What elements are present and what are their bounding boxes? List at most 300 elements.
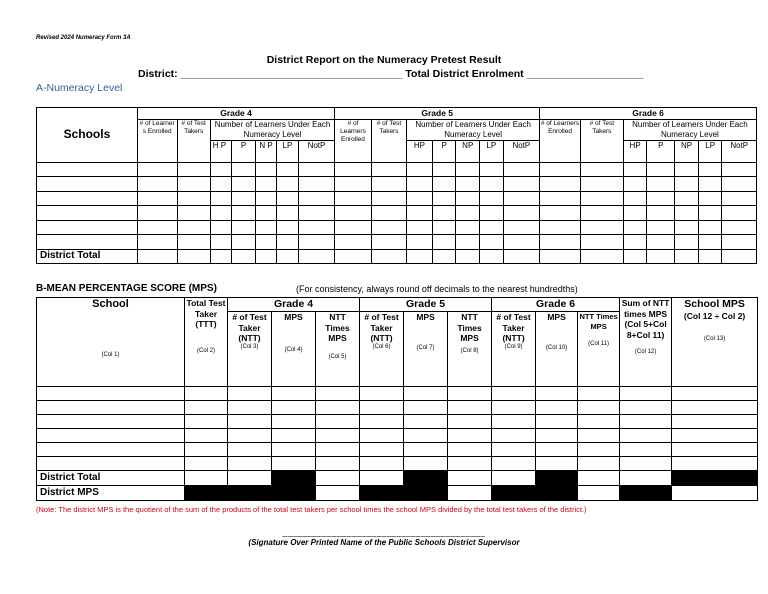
blacked-cell	[536, 486, 578, 501]
table-cell[interactable]	[37, 443, 185, 457]
table-cell[interactable]	[371, 191, 406, 206]
district-enrolment-line: District: ______________________________________ Total District Enrolment ____________________	[138, 68, 644, 80]
table-cell[interactable]	[578, 401, 620, 415]
table-cell[interactable]	[540, 249, 581, 263]
table-cell[interactable]	[672, 429, 758, 443]
table-cell[interactable]	[210, 177, 231, 192]
table-cell[interactable]	[623, 206, 647, 221]
g6-level-lp: LP	[698, 140, 722, 162]
table-cell[interactable]	[672, 387, 758, 401]
page-title: District Report on the Numeracy Pretest Result	[266, 54, 502, 66]
g6-level-np: NP	[675, 140, 699, 162]
table-cell[interactable]	[37, 429, 185, 443]
g4-takers-header: # of Test Takers	[177, 119, 210, 162]
table-cell[interactable]	[232, 220, 256, 235]
table-cell[interactable]	[255, 177, 276, 192]
table-cell[interactable]	[578, 471, 620, 486]
table-cell[interactable]	[360, 471, 404, 486]
table-cell[interactable]	[137, 249, 177, 263]
table-cell[interactable]	[672, 415, 758, 429]
table-cell[interactable]	[232, 177, 256, 192]
table-cell[interactable]	[540, 177, 581, 192]
table-cell[interactable]	[177, 249, 210, 263]
g5-level-notp: NotP	[503, 140, 540, 162]
table-cell[interactable]	[432, 206, 456, 221]
table-cell[interactable]	[578, 486, 620, 501]
district-total-label: District Total	[37, 249, 138, 263]
b-district-total-label: District Total	[37, 471, 185, 486]
table-cell[interactable]	[536, 457, 578, 471]
table-cell[interactable]	[448, 401, 492, 415]
table-cell[interactable]	[177, 206, 210, 221]
g6-enrolled-header: # of Learners Enrolled	[540, 119, 581, 162]
table-cell[interactable]	[492, 443, 536, 457]
school-mps-label: School MPS	[684, 298, 745, 310]
blacked-cell	[228, 486, 272, 501]
table-cell[interactable]	[228, 401, 272, 415]
table-cell[interactable]	[722, 177, 757, 192]
table-cell[interactable]	[536, 401, 578, 415]
table-cell[interactable]	[137, 206, 177, 221]
table-cell[interactable]	[647, 235, 675, 250]
table-cell[interactable]	[255, 162, 276, 177]
table-cell[interactable]	[137, 191, 177, 206]
table-cell[interactable]	[272, 415, 316, 429]
table-cell[interactable]	[177, 235, 210, 250]
table-cell[interactable]	[272, 443, 316, 457]
table-cell[interactable]	[620, 457, 672, 471]
table-cell[interactable]	[578, 415, 620, 429]
table-cell[interactable]	[722, 162, 757, 177]
table-cell[interactable]	[540, 206, 581, 221]
table-cell[interactable]	[335, 249, 371, 263]
table-cell[interactable]	[185, 457, 228, 471]
table-cell[interactable]	[298, 191, 335, 206]
g6-learners-under-header: Number of Learners Under Each Numeracy Level	[623, 119, 756, 140]
table-cell[interactable]	[492, 415, 536, 429]
table-cell[interactable]	[37, 206, 138, 221]
table-cell[interactable]	[492, 471, 536, 486]
table-cell[interactable]	[371, 162, 406, 177]
table-cell[interactable]	[675, 220, 699, 235]
table-cell[interactable]	[480, 162, 504, 177]
table-cell[interactable]	[335, 162, 371, 177]
g4-ntt-mps-header: NTT Times MPS (Col 5)	[316, 312, 360, 387]
table-cell[interactable]	[371, 220, 406, 235]
table-cell[interactable]	[210, 206, 231, 221]
table-cell[interactable]	[137, 177, 177, 192]
table-cell[interactable]	[623, 249, 647, 263]
table-cell[interactable]	[255, 191, 276, 206]
school-mps-header	[672, 298, 758, 387]
schools-header: Schools	[37, 108, 138, 163]
table-cell[interactable]	[623, 191, 647, 206]
mps-table	[36, 297, 758, 501]
table-cell[interactable]	[647, 191, 675, 206]
rounding-note: (For consistency, always round off decimals to the nearest hundredths)	[296, 284, 578, 294]
table-cell[interactable]	[675, 191, 699, 206]
table-cell[interactable]	[360, 387, 404, 401]
table-cell[interactable]	[647, 220, 675, 235]
table-cell[interactable]	[404, 415, 448, 429]
table-cell[interactable]	[698, 162, 722, 177]
table-cell[interactable]	[456, 162, 480, 177]
table-cell[interactable]	[698, 177, 722, 192]
signature-caption: (Signature Over Printed Name of the Public Schools District Supervisor	[248, 538, 520, 547]
table-cell[interactable]	[407, 235, 433, 250]
table-cell[interactable]	[620, 429, 672, 443]
table-cell[interactable]	[672, 457, 758, 471]
table-cell[interactable]	[210, 191, 231, 206]
table-cell[interactable]	[316, 387, 360, 401]
table-cell[interactable]	[185, 471, 228, 486]
col-12-label: (Col 12)	[634, 348, 657, 355]
table-cell[interactable]	[298, 162, 335, 177]
table-cell[interactable]	[503, 249, 540, 263]
table-cell[interactable]	[536, 387, 578, 401]
table-cell[interactable]	[371, 249, 406, 263]
table-cell[interactable]	[137, 220, 177, 235]
table-cell[interactable]	[360, 457, 404, 471]
table-cell[interactable]	[580, 177, 623, 192]
table-cell[interactable]	[456, 191, 480, 206]
table-cell[interactable]	[675, 206, 699, 221]
table-cell[interactable]	[492, 387, 536, 401]
table-cell[interactable]	[255, 206, 276, 221]
table-cell[interactable]	[432, 177, 456, 192]
table-cell[interactable]	[536, 443, 578, 457]
table-cell[interactable]	[137, 235, 177, 250]
table-cell[interactable]	[37, 387, 185, 401]
table-cell[interactable]	[448, 429, 492, 443]
table-cell[interactable]	[360, 415, 404, 429]
table-cell[interactable]	[298, 249, 335, 263]
table-cell[interactable]	[492, 457, 536, 471]
table-cell[interactable]	[316, 401, 360, 415]
table-cell[interactable]	[620, 387, 672, 401]
table-cell[interactable]	[503, 206, 540, 221]
table-cell[interactable]	[316, 457, 360, 471]
table-cell[interactable]	[277, 191, 298, 206]
blacked-cell	[620, 486, 672, 501]
table-cell[interactable]	[623, 235, 647, 250]
table-cell[interactable]	[371, 177, 406, 192]
table-cell[interactable]	[698, 235, 722, 250]
table-cell[interactable]	[407, 162, 433, 177]
table-row	[37, 162, 757, 177]
table-cell[interactable]	[503, 191, 540, 206]
table-cell[interactable]	[480, 177, 504, 192]
table-cell[interactable]	[210, 235, 231, 250]
table-cell[interactable]	[432, 220, 456, 235]
blacked-cell	[672, 471, 758, 486]
table-cell[interactable]	[298, 177, 335, 192]
table-cell[interactable]	[360, 401, 404, 415]
table-cell[interactable]	[675, 235, 699, 250]
table-cell[interactable]	[578, 443, 620, 457]
table-cell[interactable]	[277, 235, 298, 250]
b-grade-4-header: Grade 4	[228, 298, 360, 312]
table-cell[interactable]	[448, 443, 492, 457]
g6-takers-header: # of Test Takers	[580, 119, 623, 162]
table-cell[interactable]	[335, 177, 371, 192]
table-cell[interactable]	[228, 457, 272, 471]
table-cell[interactable]	[540, 220, 581, 235]
table-cell[interactable]	[404, 387, 448, 401]
table-cell[interactable]	[536, 415, 578, 429]
table-cell[interactable]	[407, 220, 433, 235]
g5-ntt-header: # of Test Taker (NTT) (Col 6)	[360, 312, 404, 387]
table-cell[interactable]	[404, 443, 448, 457]
table-cell[interactable]	[432, 235, 456, 250]
table-cell[interactable]	[272, 401, 316, 415]
table-cell[interactable]	[698, 249, 722, 263]
table-cell[interactable]	[722, 191, 757, 206]
table-cell[interactable]	[316, 429, 360, 443]
table-cell[interactable]	[675, 249, 699, 263]
table-cell[interactable]	[272, 429, 316, 443]
table-cell[interactable]	[272, 387, 316, 401]
table-cell[interactable]	[675, 162, 699, 177]
table-cell[interactable]	[578, 387, 620, 401]
table-cell[interactable]	[623, 177, 647, 192]
table-cell[interactable]	[335, 206, 371, 221]
table-cell[interactable]	[623, 220, 647, 235]
table-cell[interactable]	[177, 191, 210, 206]
table-cell[interactable]	[37, 401, 185, 415]
table-cell[interactable]	[432, 249, 456, 263]
blacked-cell	[272, 471, 316, 486]
table-cell[interactable]	[620, 443, 672, 457]
table-cell[interactable]	[620, 471, 672, 486]
table-cell[interactable]	[185, 443, 228, 457]
g6-level-hp: HP	[623, 140, 647, 162]
table-cell[interactable]	[177, 162, 210, 177]
numeracy-level-table	[36, 107, 757, 264]
table-cell[interactable]	[37, 457, 185, 471]
table-row	[37, 443, 758, 457]
table-cell[interactable]	[277, 177, 298, 192]
table-cell[interactable]	[580, 191, 623, 206]
table-cell[interactable]	[272, 457, 316, 471]
g4-enrolled-header: # of Learner s Enrolled	[137, 119, 177, 162]
table-cell[interactable]	[228, 443, 272, 457]
table-cell[interactable]	[492, 429, 536, 443]
table-row	[37, 206, 757, 221]
table-cell[interactable]	[37, 235, 138, 250]
table-cell[interactable]	[448, 457, 492, 471]
g5-level-p: P	[432, 140, 456, 162]
table-cell[interactable]	[456, 249, 480, 263]
table-cell[interactable]	[480, 235, 504, 250]
table-cell[interactable]	[360, 443, 404, 457]
table-cell[interactable]	[647, 162, 675, 177]
blacked-cell	[404, 486, 448, 501]
table-cell[interactable]	[672, 443, 758, 457]
g4-level-notp: NotP	[298, 140, 335, 162]
table-cell[interactable]	[620, 415, 672, 429]
table-cell[interactable]	[540, 162, 581, 177]
table-cell[interactable]	[503, 162, 540, 177]
school-header	[37, 298, 185, 387]
table-cell[interactable]	[232, 235, 256, 250]
g6-mps-header: MPS (Col 10)	[536, 312, 578, 387]
table-cell[interactable]	[672, 486, 758, 501]
table-cell[interactable]	[580, 162, 623, 177]
table-cell[interactable]	[255, 220, 276, 235]
table-cell[interactable]	[316, 443, 360, 457]
table-cell[interactable]	[448, 471, 492, 486]
table-cell[interactable]	[277, 206, 298, 221]
table-cell[interactable]	[404, 401, 448, 415]
g4-ntt-header: # of Test Taker (NTT) (Col 3)	[228, 312, 272, 387]
table-cell[interactable]	[228, 429, 272, 443]
table-cell[interactable]	[480, 249, 504, 263]
table-cell[interactable]	[722, 206, 757, 221]
ttt-label: Total Test Taker (TTT)	[186, 298, 226, 330]
table-cell[interactable]	[232, 249, 256, 263]
blacked-cell	[185, 486, 228, 501]
g4-mps-header: MPS (Col 4)	[272, 312, 316, 387]
table-cell[interactable]	[536, 429, 578, 443]
table-cell[interactable]	[580, 249, 623, 263]
table-cell[interactable]	[407, 177, 433, 192]
table-cell[interactable]	[360, 429, 404, 443]
table-cell[interactable]	[335, 191, 371, 206]
table-cell[interactable]	[647, 177, 675, 192]
table-cell[interactable]	[335, 235, 371, 250]
table-cell[interactable]	[722, 249, 757, 263]
table-cell[interactable]	[432, 191, 456, 206]
table-cell[interactable]	[371, 206, 406, 221]
table-cell[interactable]	[580, 220, 623, 235]
table-cell[interactable]	[722, 235, 757, 250]
table-cell[interactable]	[675, 177, 699, 192]
table-cell[interactable]	[137, 162, 177, 177]
table-cell[interactable]	[456, 235, 480, 250]
table-cell[interactable]	[185, 387, 228, 401]
table-cell[interactable]	[404, 457, 448, 471]
g5-enrolled-header: # of Learners Enrolled	[335, 119, 371, 162]
table-cell[interactable]	[432, 162, 456, 177]
table-cell[interactable]	[503, 220, 540, 235]
table-cell[interactable]	[232, 162, 256, 177]
table-cell[interactable]	[503, 235, 540, 250]
table-row	[37, 220, 757, 235]
table-cell[interactable]	[298, 206, 335, 221]
table-cell[interactable]	[228, 415, 272, 429]
table-cell[interactable]	[647, 206, 675, 221]
g5-level-np: NP	[456, 140, 480, 162]
grade-4-header: Grade 4	[137, 108, 334, 120]
table-cell[interactable]	[580, 235, 623, 250]
table-cell[interactable]	[404, 429, 448, 443]
table-cell[interactable]	[620, 401, 672, 415]
table-row	[37, 177, 757, 192]
table-cell[interactable]	[185, 429, 228, 443]
table-cell[interactable]	[698, 206, 722, 221]
table-cell[interactable]	[578, 429, 620, 443]
table-cell[interactable]	[480, 191, 504, 206]
table-cell[interactable]	[37, 162, 138, 177]
col-13-label: (Col 13)	[703, 335, 726, 342]
table-cell[interactable]	[456, 220, 480, 235]
table-cell[interactable]	[623, 162, 647, 177]
section-b-heading: B-MEAN PERCENTAGE SCORE (MPS)	[36, 283, 217, 294]
table-cell[interactable]	[672, 401, 758, 415]
table-cell[interactable]	[37, 177, 138, 192]
table-cell[interactable]	[277, 162, 298, 177]
table-cell[interactable]	[335, 220, 371, 235]
grade-6-header: Grade 6	[540, 108, 757, 120]
table-cell[interactable]	[277, 249, 298, 263]
table-cell[interactable]	[298, 220, 335, 235]
table-cell[interactable]	[277, 220, 298, 235]
table-cell[interactable]	[37, 191, 138, 206]
table-cell[interactable]	[210, 220, 231, 235]
table-cell[interactable]	[448, 415, 492, 429]
table-cell[interactable]	[480, 220, 504, 235]
table-cell[interactable]	[698, 220, 722, 235]
table-cell[interactable]	[232, 206, 256, 221]
table-cell[interactable]	[407, 206, 433, 221]
table-cell[interactable]	[407, 249, 433, 263]
table-cell[interactable]	[177, 220, 210, 235]
table-cell[interactable]	[316, 415, 360, 429]
sum-ntt-header	[620, 298, 672, 387]
table-cell[interactable]	[316, 486, 360, 501]
table-cell[interactable]	[503, 177, 540, 192]
table-row	[37, 401, 758, 415]
table-cell[interactable]	[540, 191, 581, 206]
table-cell[interactable]	[177, 177, 210, 192]
table-cell[interactable]	[492, 401, 536, 415]
table-row	[37, 415, 758, 429]
g6-level-p: P	[647, 140, 675, 162]
table-cell[interactable]	[448, 387, 492, 401]
table-cell[interactable]	[371, 235, 406, 250]
table-cell[interactable]	[407, 191, 433, 206]
table-cell[interactable]	[255, 235, 276, 250]
table-cell[interactable]	[647, 249, 675, 263]
table-cell[interactable]	[722, 220, 757, 235]
table-cell[interactable]	[210, 162, 231, 177]
table-cell[interactable]	[37, 415, 185, 429]
table-cell[interactable]	[37, 220, 138, 235]
table-cell[interactable]	[480, 206, 504, 221]
table-cell[interactable]	[232, 191, 256, 206]
table-cell[interactable]	[228, 387, 272, 401]
table-cell[interactable]	[185, 415, 228, 429]
g4-level-lp: LP	[277, 140, 298, 162]
signature-line: _________________________________________	[282, 528, 486, 537]
table-cell[interactable]	[580, 206, 623, 221]
table-cell[interactable]	[698, 191, 722, 206]
table-cell[interactable]	[540, 235, 581, 250]
table-cell[interactable]	[298, 235, 335, 250]
table-cell[interactable]	[210, 249, 231, 263]
table-cell[interactable]	[316, 471, 360, 486]
table-cell[interactable]	[255, 249, 276, 263]
g4-level-np: N P	[255, 140, 276, 162]
table-cell[interactable]	[185, 401, 228, 415]
table-cell[interactable]	[228, 471, 272, 486]
table-cell[interactable]	[456, 177, 480, 192]
table-cell[interactable]	[456, 206, 480, 221]
table-cell[interactable]	[578, 457, 620, 471]
table-cell[interactable]	[448, 486, 492, 501]
g4-level-p: P	[232, 140, 256, 162]
